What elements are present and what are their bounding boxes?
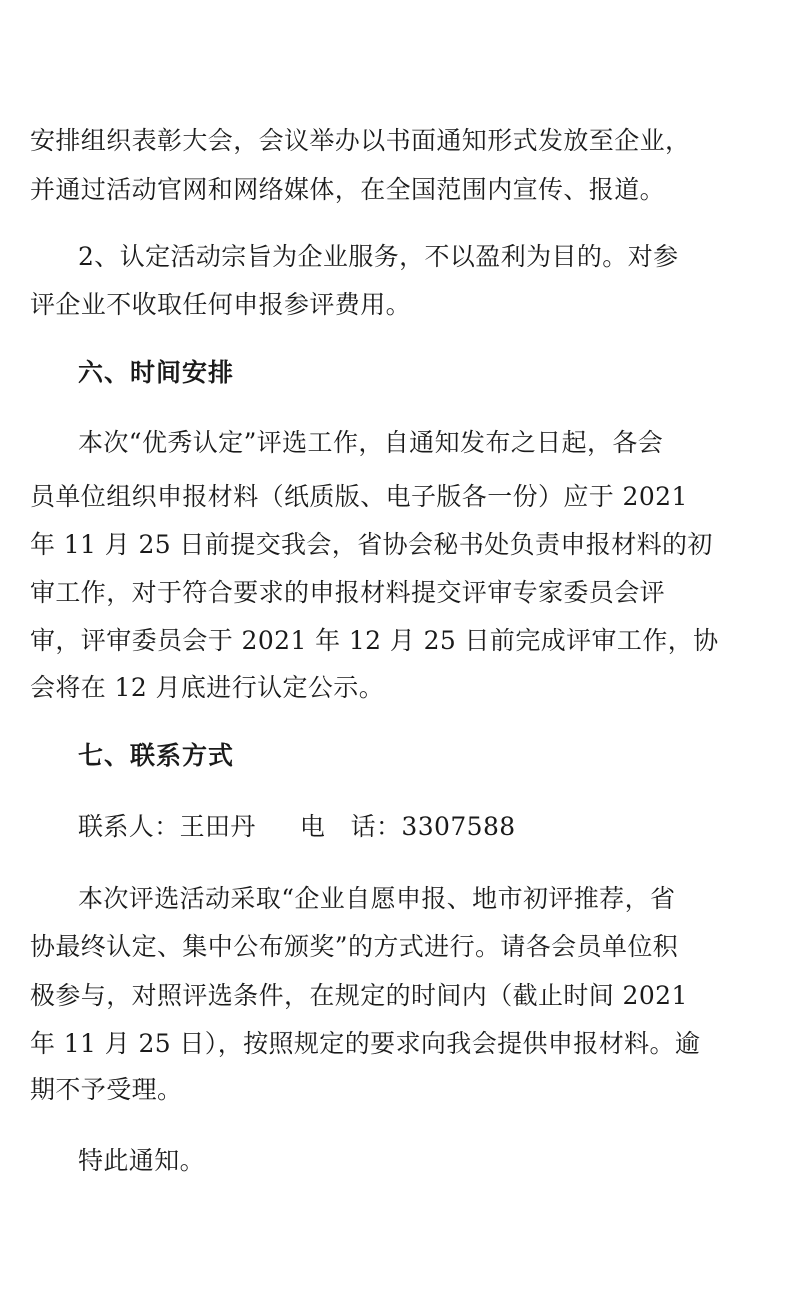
section-6-line: 员单位组织申报材料（纸质版、电子版各一份）应于 2021 [30, 482, 688, 511]
item-2-line: 评企业不收取任何申报参评费用。 [30, 290, 412, 319]
closing-line: 期不予受理。 [30, 1075, 183, 1104]
section-7-heading: 七、联系方式 [78, 741, 235, 770]
closing-line: 极参与，对照评选条件，在规定的时间内（截止时间 2021 [30, 981, 688, 1010]
section-6-line: 会将在 12 月底进行认定公示。 [30, 673, 385, 702]
closing-line: 本次评选活动采取“企业自愿申报、地市初评推荐，省 [78, 884, 676, 913]
section-6-line: 审工作，对于符合要求的申报材料提交评审专家委员会评 [30, 578, 666, 607]
paragraph-line: 并通过活动官网和网络媒体，在全国范围内宣传、报道。 [30, 175, 666, 204]
closing-line: 年 11 月 25 日），按照规定的要求向我会提供申报材料。逾 [30, 1029, 701, 1058]
item-2-line: 2、认定活动宗旨为企业服务，不以盈利为目的。对参 [78, 242, 679, 271]
sign-off: 特此通知。 [78, 1146, 206, 1175]
contact-person: 联系人：王田丹 [78, 812, 256, 841]
section-6-line: 年 11 月 25 日前提交我会，省协会秘书处负责申报材料的初 [30, 530, 713, 559]
paragraph-line: 安排组织表彰大会，会议举办以书面通知形式发放至企业， [30, 126, 691, 155]
contact-phone: 电 话：3307588 [299, 812, 516, 841]
section-6-line: 审，评审委员会于 2021 年 12 月 25 日前完成评审工作，协 [30, 626, 719, 655]
section-6-line: 本次“优秀认定”评选工作，自通知发布之日起，各会 [78, 428, 664, 457]
closing-line: 协最终认定、集中公布颁奖”的方式进行。请各会员单位积 [30, 932, 679, 961]
contact-line [78, 812, 718, 842]
section-6-heading: 六、时间安排 [78, 358, 235, 387]
